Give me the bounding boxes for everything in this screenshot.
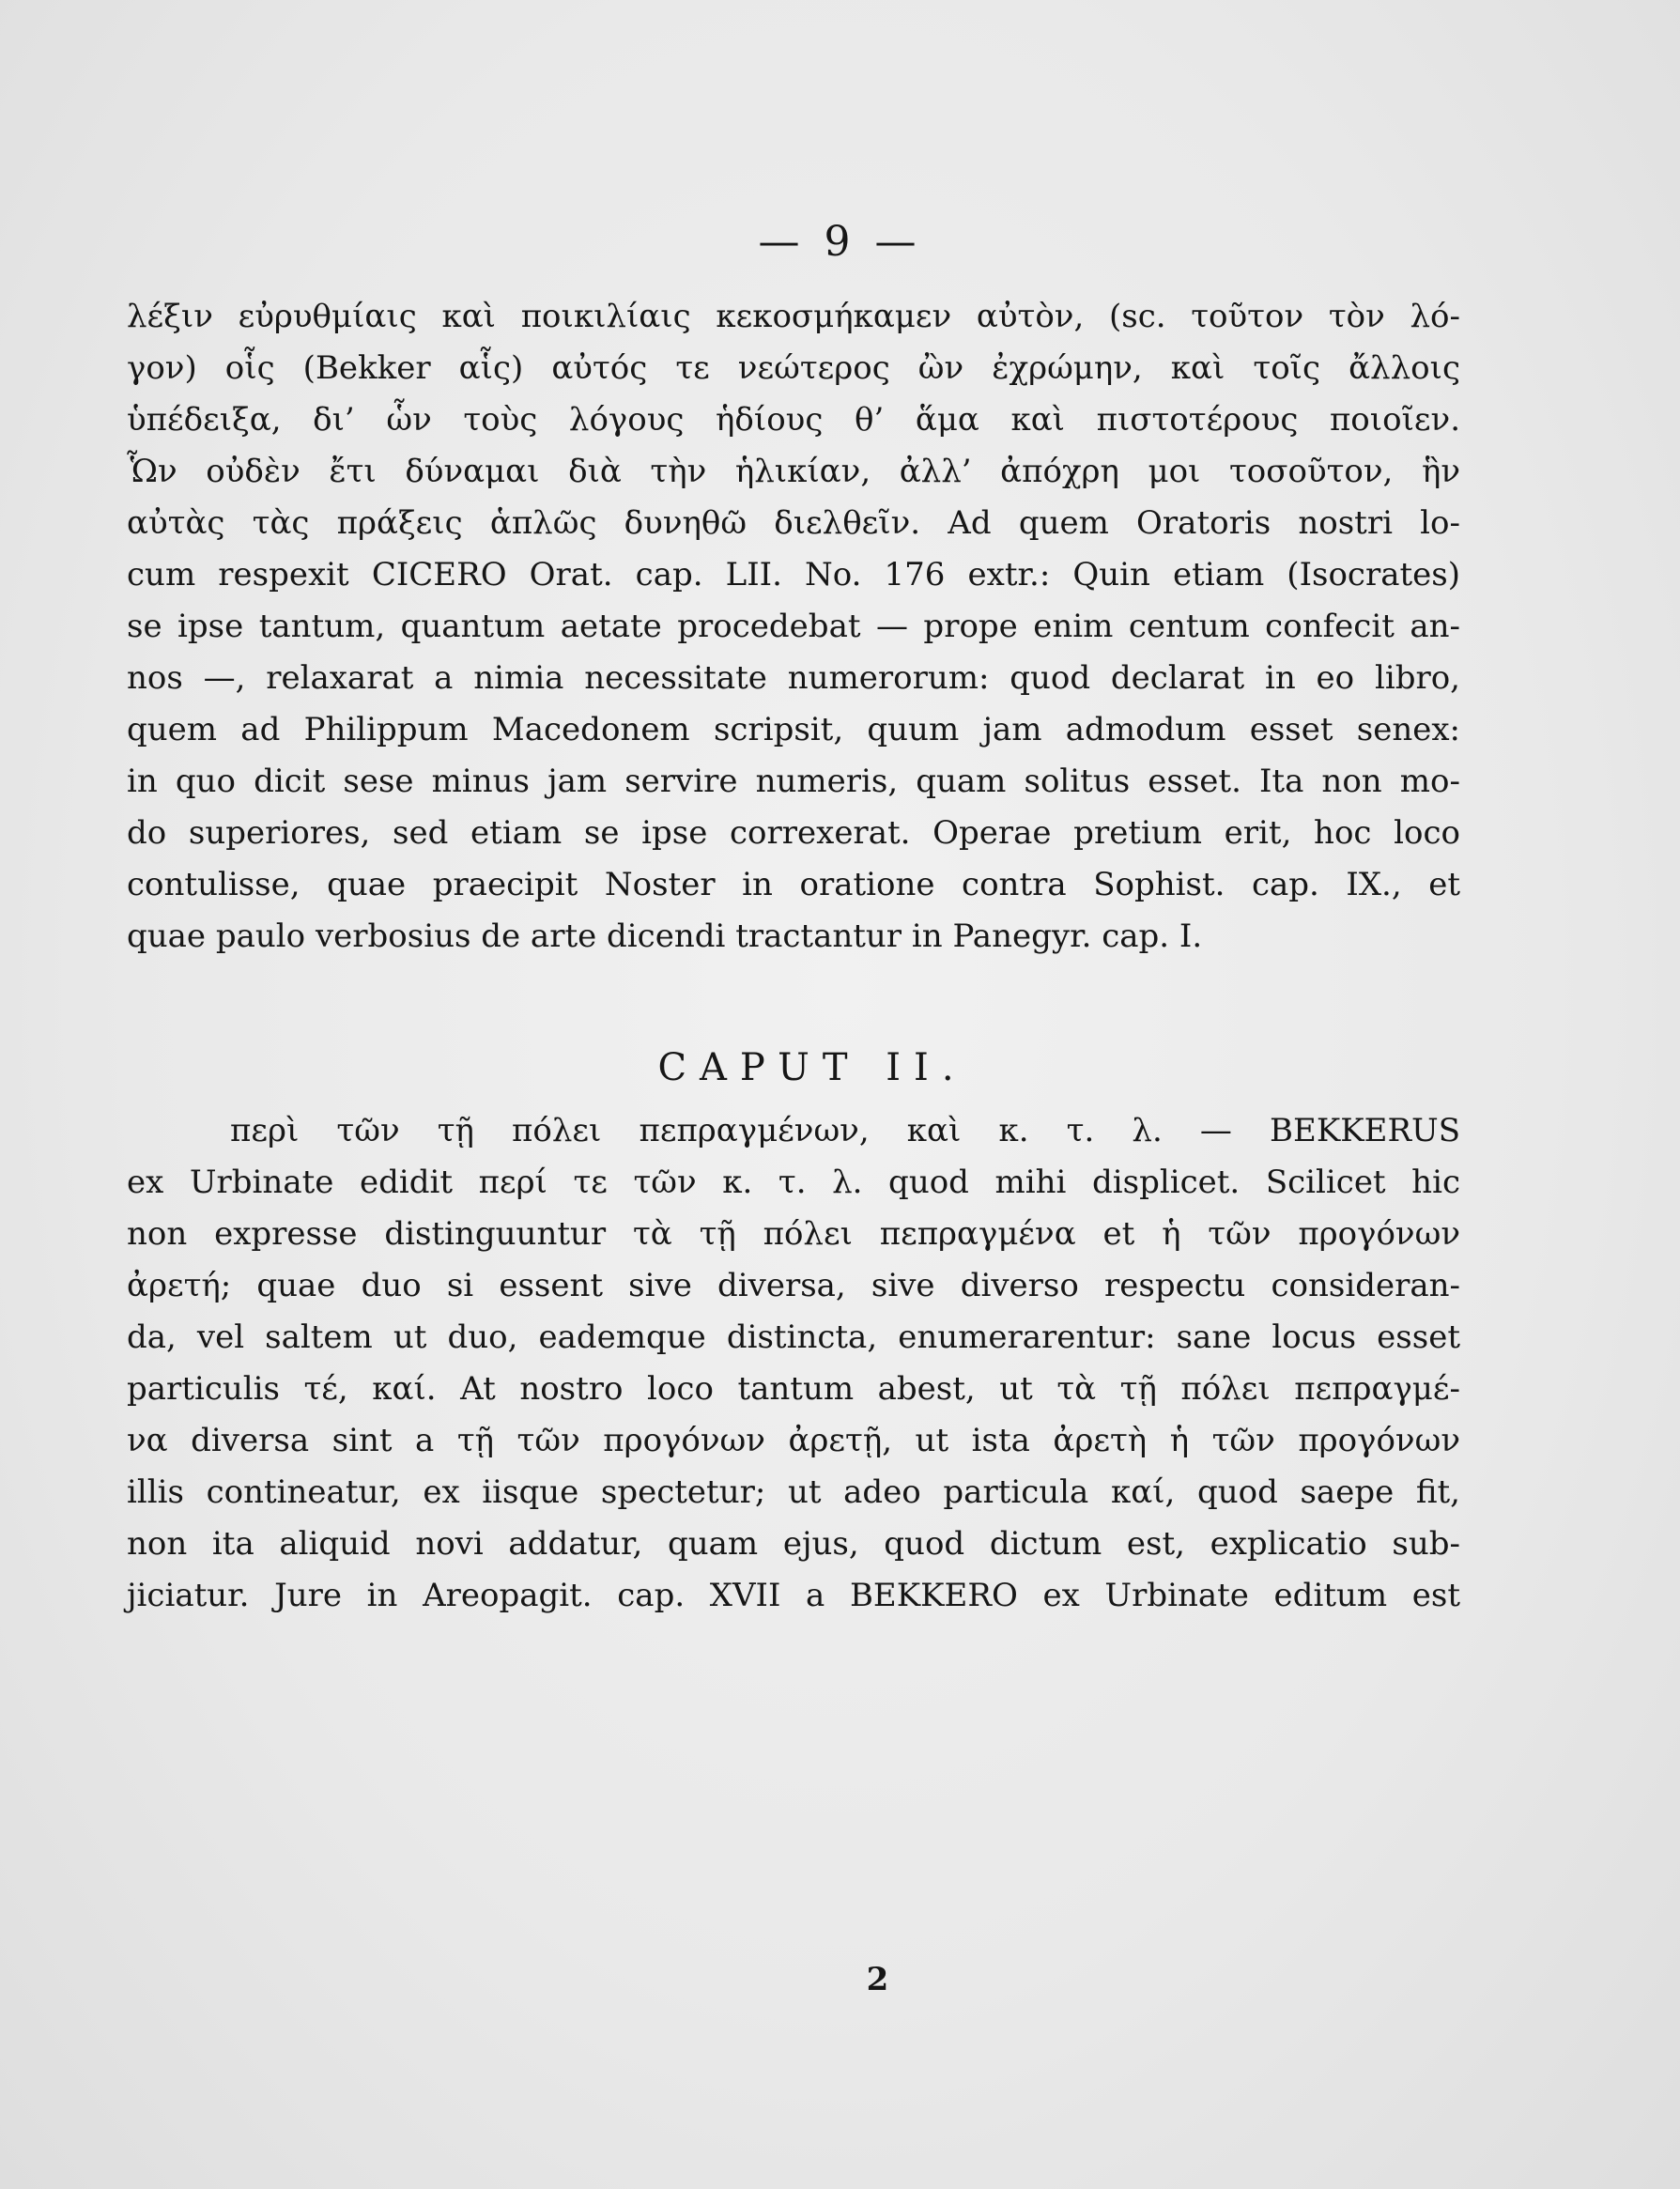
chapter-heading: CAPUT II. bbox=[657, 1046, 967, 1089]
text-line: να diversa sint a τῇ τῶν προγόνων ἀρετῇ, ut ista ἀρετὴ ἡ τῶν προγόνων bbox=[127, 1422, 1460, 1459]
text-line: da, vel saltem ut duo, eademque distincta, enumerarentur: sane locus esset bbox=[127, 1318, 1460, 1356]
page-number: — 9 — bbox=[758, 218, 922, 266]
text-line: se ipse tantum, quantum aetate procedebat — prope enim centum confecit an- bbox=[127, 608, 1460, 645]
text-line: contulisse, quae praecipit Noster in oratione contra Sophist. cap. IX., et bbox=[127, 866, 1460, 903]
text-line: illis contineatur, ex iisque spectetur; ut adeo particula καί, quod saepe fit, bbox=[127, 1473, 1460, 1511]
text-line: ὑπέδειξα, δι’ ὧν τοὺς λόγους ἡδίους θ’ ἅμα καὶ πιστοτέρους ποιοῖεν. bbox=[127, 401, 1460, 439]
text-line: non expresse distinguuntur τὰ τῇ πόλει πεπραγμένα et ἡ τῶν προγόνων bbox=[127, 1215, 1460, 1253]
text-line: cum respexit CICERO Orat. cap. LII. No. 176 extr.: Quin etiam (Isocrates) bbox=[127, 556, 1460, 593]
text-line: λέξιν εὐρυθμίαις καὶ ποικιλίαις κεκοσμήκαμεν αὐτὸν, (sc. τοῦτον τὸν λό- bbox=[127, 298, 1460, 335]
signature-mark: 2 bbox=[866, 1961, 889, 1998]
text-line: in quo dicit sese minus jam servire numeris, quam solitus esset. Ita non mo- bbox=[127, 763, 1460, 800]
text-line: nos —, relaxarat a nimia necessitate numerorum: quod declarat in eo libro, bbox=[127, 659, 1460, 697]
text-line: non ita aliquid novi addatur, quam ejus, quod dictum est, explicatio sub- bbox=[127, 1525, 1460, 1563]
text-line: quem ad Philippum Macedonem scripsit, quum jam admodum esset senex: bbox=[127, 711, 1460, 748]
text-line: περὶ τῶν τῇ πόλει πεπραγμένων, καὶ κ. τ. λ. — BEKKERUS bbox=[230, 1112, 1460, 1149]
section-gap bbox=[127, 963, 1460, 1030]
text-line: jiciatur. Jure in Areopagit. cap. XVII a BEKKERO ex Urbinate editum est bbox=[127, 1577, 1460, 1614]
text-line: Ὧν οὐδὲν ἔτι δύναμαι διὰ τὴν ἡλικίαν, ἀλλ’ ἀπόχρη μοι τοσοῦτον, ἣν bbox=[127, 453, 1460, 490]
text-line: ἀρετή; quae duo si essent sive diversa, sive diverso respectu consideran- bbox=[127, 1267, 1460, 1304]
text-line: ex Urbinate edidit περί τε τῶν κ. τ. λ. quod mihi displicet. Scilicet hic bbox=[127, 1164, 1460, 1201]
text-line: quae paulo verbosius de arte dicendi tractantur in Panegyr. cap. I. bbox=[127, 917, 1203, 955]
text-line: particulis τέ, καί. At nostro loco tantum abest, ut τὰ τῇ πόλει πεπραγμέ- bbox=[127, 1370, 1460, 1408]
text-line: do superiores, sed etiam se ipse correxerat. Operae pretium erit, hoc loco bbox=[127, 814, 1460, 852]
text-block bbox=[127, 291, 1460, 1622]
text-line: αὐτὰς τὰς πράξεις ἁπλῶς δυνηθῶ διελθεῖν. Ad quem Oratoris nostri lo- bbox=[127, 504, 1460, 542]
text-line: γον) οἷς (Bekker αἷς) αὐτός τε νεώτερος ὢν ἐχρώμην, καὶ τοῖς ἄλλοις bbox=[127, 349, 1460, 387]
